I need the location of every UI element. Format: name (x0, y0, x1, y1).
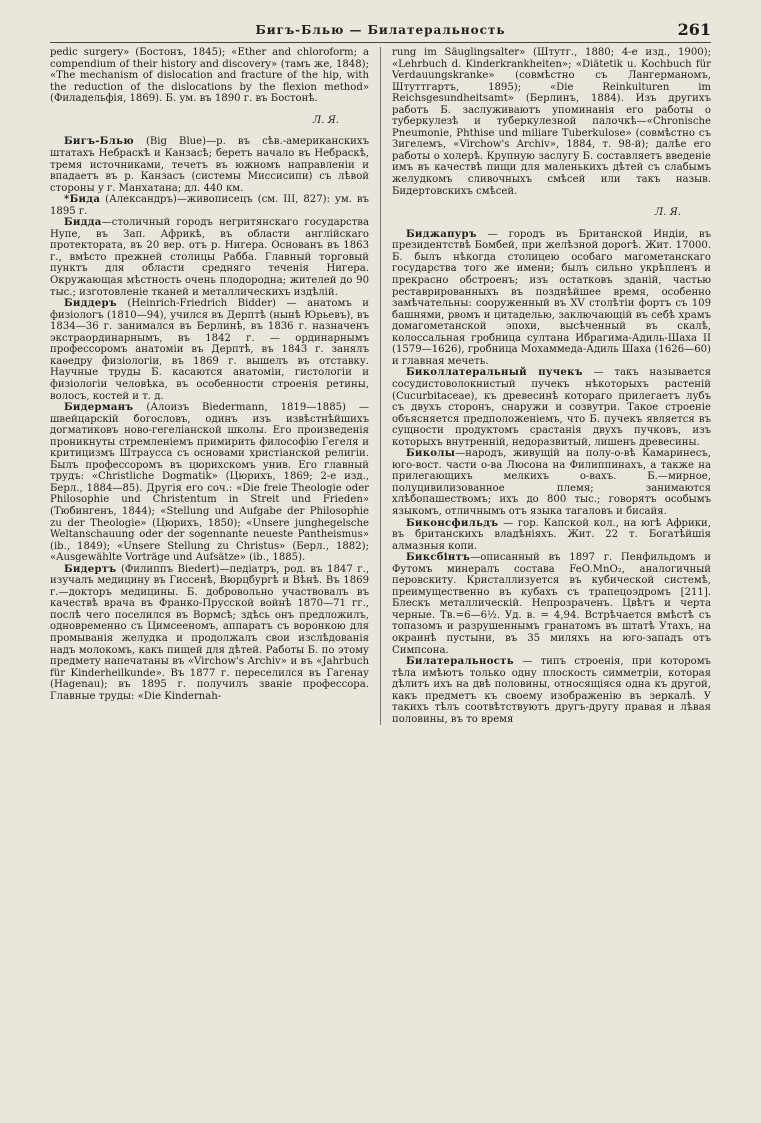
headword: Бидда (64, 217, 102, 229)
entry-bicollateral-bundle: Биколлатеральный пучекъ — такъ называется сосудистоволокнистый пучекъ нѣкоторыхъ растеній (Cucurbitaceae), къ древесинѣ котораго прилегаетъ лубъ съ двухъ сторонъ, снаружи и созвутри. Такое строеніе объясняется предположеніемъ, что Б. пучекъ является въ сущности продуктомъ срастанія двухъ пучковъ, изъ которыхъ внутренній, недоразвитый, лишенъ древесины. (392, 367, 711, 448)
entry-bida: *Бида (Александръ)—живописецъ (см. III, 827): ум. въ 1895 г. (50, 194, 369, 217)
entry-continuation: rung im Säuglingsalter» (Штутг., 1880; 4-е изд., 1900); «Lehrbuch d. Kinderkrankheiten»; «Diätetik u. Kochbuch für Verdauungskranke» (совмѣстно съ Лангерманомъ, Штуттгартъ, 1895); «Die Reinkulturen im Reichsgesundheitsamt» (Берлинъ, 1884). Изъ другихъ работъ Б. заслуживаютъ упоминанія его работы о туберкулезѣ и туберкулезной палочкѣ—«Chronische Pneumonie, Phthise und miliare Tuberkulose» (совмѣстно съ Зигелемъ, «Virchow's Archiv», 1884, т. 98-й); далѣе его работы о холерѣ. Крупную заслугу Б. составляетъ введеніе имъ въ качествѣ пищи для маленькихъ дѣтей съ слабымъ желудкомъ сливочныхъ смѣсей или такъ назыв. Бидертовскихъ смѣсей. (392, 47, 711, 197)
headword: Биджапуръ (406, 228, 477, 240)
column-divider (380, 47, 381, 725)
entry-biedert: Бидертъ (Филиппъ Biedert)—педіатръ, род. въ 1847 г., изучалъ медицину въ Гиссенѣ, Вюрцбургѣ и Вѣнѣ. Въ 1869 г.—докторъ медицины. Б. добровольно участвовалъ въ качествѣ врача въ Франко-Прусской войнѣ 1870—71 гг., послѣ чего поселился въ Вормсѣ; здѣсь онъ предложилъ, одновременно съ Цимсееномъ, аппаратъ съ воронкою для промыванія желудка и продолжалъ свои изслѣдованія надъ молокомъ, какъ пищей для дѣтей. Работы Б. по этому предмету напечатаны въ «Virchow's Archiv» и въ «Jahrbuch für Kinderheilkunde». Въ 1877 г. переселился въ Гагенау (Hagenau); въ 1895 г. получилъ званіе профессора. Главные труды: «Die Kindernah- (50, 563, 369, 702)
headword: Билатеральность (406, 656, 514, 668)
entry-bidder: Биддеръ (Heinrich-Friedrich Bidder) — анатомъ и физіологъ (1810—94), учился въ Дерптѣ (нынѣ Юрьевъ), въ 1834—36 г. занимался въ Берлинѣ, въ 1836 г. назначенъ экстраординарнымъ, въ 1842 г. — ординарнымъ профессоромъ анатоміи въ Дерптѣ, въ 1843 г. занялъ каѳедру физіологіи, въ 1869 г. вышелъ въ отставку. Научные труды Б. касаются анатоміи, гистологіи и физіологіи человѣка, въ особенности строенія ретины, волосъ, костей и т. д. (50, 298, 369, 402)
headword: Бигъ-Блью (64, 136, 134, 148)
entry-beaconsfield: Биконсфильдъ — гор. Капской кол., на югѣ Африки, въ британскихъ владѣніяхъ. Жит. 22 т. Богатѣйшія алмазныя копи. (392, 517, 711, 552)
headword: Биколы (406, 448, 456, 460)
entry-bijapur: Биджапуръ — городъ въ Британской Индіи, въ президентствѣ Бомбей, при желѣзной дорогѣ. Жит. 17000. Б. былъ нѣкогда столицею особаго магометанскаго государства того же имени; былъ сильно укрѣпленъ и прекрасно обстроенъ; изъ остатковъ зданій, частью реставрированныхъ въ позднѣйшее время, особенно замѣчательны: сооруженный въ XV столѣтіи фортъ съ 109 башнями, рвомъ и цитаделью, заключающій въ себѣ храмъ домагометанской эпохи, высѣченный въ скалѣ, колоссальная гробница султана Ибрагима-Адиль-Шаха II (1579—1626), гробница Мохаммеда-Адиль Шаха (1626—60) и главная мечеть. (392, 228, 711, 367)
right-column (392, 47, 711, 725)
entry-bilaterality: Билатеральность — типъ строенія, при которомъ тѣла имѣютъ только одну плоскость симметріи, которая дѣлитъ ихъ на двѣ половины, относящіяся одна къ другой, какъ предметъ къ своему изображенію въ зеркалѣ. У такихъ тѣлъ соотвѣтствуютъ другъ-другу правая и лѣвая половины, въ то время (392, 656, 711, 725)
entry-big-blue: Бигъ-Блью (Big Blue)—р. въ сѣв.-американскихъ штатахъ Небраскѣ и Канзасѣ; беретъ начало въ Небраскѣ, тремя источниками, течетъ въ южномъ направленіи и впадаетъ въ р. Канзасъ (системы Миссисипи) съ лѣвой стороны у г. Манхатана; дл. 440 км. (50, 136, 369, 194)
entry-biedermann: Бидерманъ (Алоизъ Biedermann, 1819—1885) — швейцарскій богословъ, одинъ изъ извѣстнѣйшихъ догматиковъ ново-гегеліанской школы. Его произведенія проникнуты стремленіемъ примирить философію Гегеля и критицизмъ Штраусса съ основами христіанской религіи. Былъ профессоромъ въ цюрихскомъ унив. Его главный трудъ: «Christliche Dogmatik» (Цюрихъ, 1869; 2-е изд., Берл., 1884—85). Другія его соч.: «Die freie Theologie oder Philosophie und Christentum in Streit und Frieden» (Тюбингенъ, 1844); «Stellung und Aufgabe der Philosophie zu der Theologie» (Цюрихъ, 1850); «Unsere junghegelsche Weltanschauung oder der sogennante neueste Pantheismus» (ib., 1849); «Unsere Stellung zu Christus» (Берл., 1882); «Ausgewählte Vorträge und Aufsätze» (ib., 1885). (50, 402, 369, 564)
running-title: Бигъ-Блью — Билатеральность (255, 23, 506, 37)
headword: Биддеръ (64, 298, 117, 310)
entry-bixbyite: Биксбінтъ—описанный въ 1897 г. Пенфильдомъ и Футомъ минералъ состава FeO.MnO₂, аналогичный перовскиту. Кристаллизуется въ кубической системѣ, преимущественно въ кубахъ съ трапецоэдромъ [211]. Блескъ металлическій. Непрозраченъ. Цвѣтъ и черта черные. Тв.=6—6½. Уд. в. = 4,94. Встрѣчается вмѣстѣ съ топазомъ и разрушеннымъ гранатомъ въ штатѣ Утахъ, на окраинѣ пустыни, въ 35 миляхъ на юго-западъ отъ Симпсона. (392, 552, 711, 656)
headword: Биколлатеральный пучекъ (406, 367, 583, 379)
headword: Биксбінтъ (406, 552, 471, 564)
left-column (50, 47, 369, 725)
entry-continuation: pedic surgery» (Бостонъ, 1845); «Ether and chloroform; a compendium of their history and discovery» (тамъ же, 1848); «The mechanism of dislocation and fracture of the hip, with the reduction of the dislocations by the flexion method» (Филадельфія, 1869). Б. ум. въ 1890 г. въ Бостонѣ. (50, 47, 369, 105)
page-header (50, 18, 711, 43)
author-signature: Л. Я. (312, 114, 339, 126)
author-signature: Л. Я. (654, 207, 681, 219)
page-number: 261 (677, 20, 711, 39)
headword: Бидертъ (64, 563, 117, 575)
headword: *Бида (64, 194, 101, 206)
headword: Бидерманъ (64, 402, 134, 414)
entry-bidda: Бидда—столичный городъ негритянскаго государства Нупе, въ Зап. Африкѣ, въ области англійскаго протектората, въ 20 вер. отъ р. Нигера. Основанъ въ 1863 г., вмѣсто прежней столицы Рабба. Главный торговый пунктъ для области средняго теченія Нигера. Окружающая мѣстность очень плодородна; жителей до 90 тыс.; изготовленіе тканей и металлическихъ издѣлій. (50, 217, 369, 298)
text-columns (50, 47, 711, 725)
headword: Биконсфильдъ (406, 517, 499, 529)
entry-bikols: Биколы—народъ, живущій на полу-о-вѣ Камаринесъ, юго-вост. части о-ва Люсона на Филиппинахъ, а также на прилегающихъ мелкихъ о-вахъ. Б.—мирное, полуцивилизованное племя; занимаются хлѣбопашествомъ; ихъ до 800 тыс.; говорятъ особымъ языкомъ, отличнымъ отъ языка тагаловъ и бисайя. (392, 448, 711, 517)
